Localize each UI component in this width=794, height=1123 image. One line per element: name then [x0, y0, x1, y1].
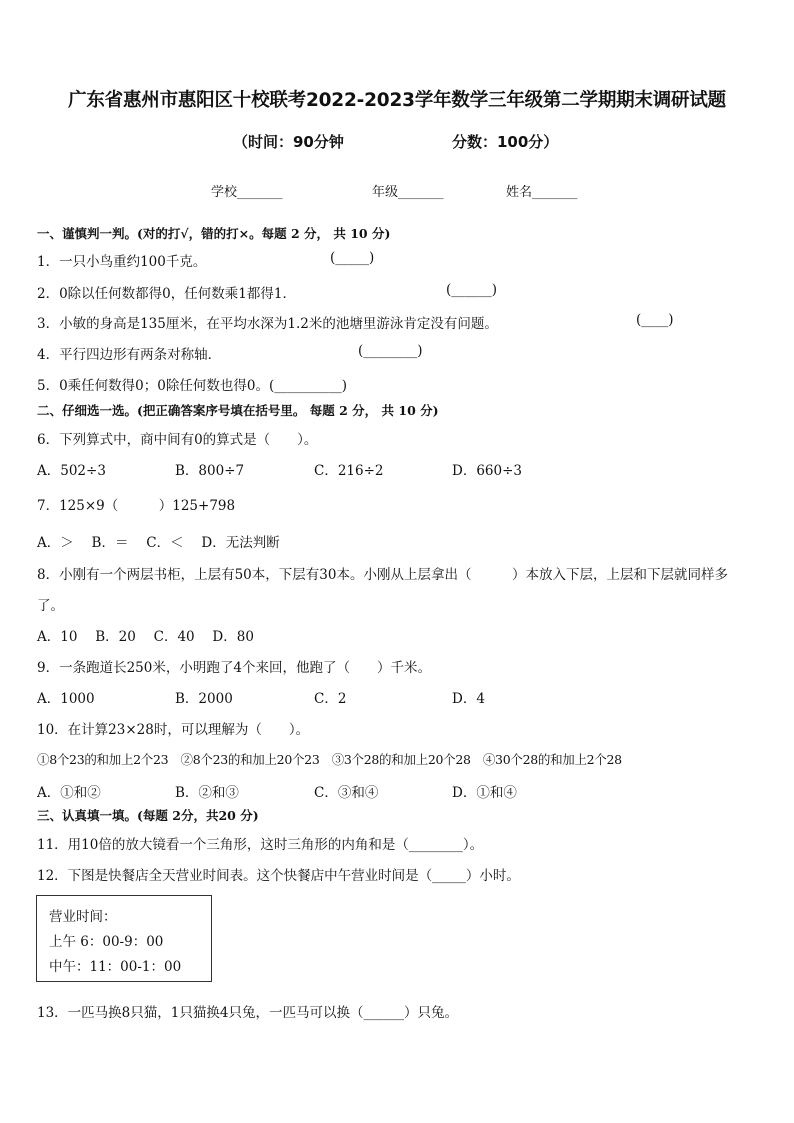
name-field[interactable]: 姓名_______	[506, 185, 578, 200]
question-10-items: ①8个23的和加上2个23 ②8个23的和加上20个23 ③3个28的和加上20个28 ④30个28的和加上2个28	[37, 752, 622, 767]
hours-heading: 营业时间：	[49, 909, 117, 925]
question-1: 1．一只小鸟重约100千克。	[37, 254, 207, 270]
school-field[interactable]: 学校_______	[211, 185, 283, 200]
question-4: 4．平行四边形有两条对称轴．	[37, 347, 222, 363]
option-10b[interactable]: B．②和③	[175, 785, 239, 801]
exam-title: 广东省惠州市惠阳区十校联考2022-2023学年数学三年级第二学期期末调研试题	[68, 90, 726, 111]
grade-field[interactable]: 年级_______	[372, 185, 444, 200]
section-3-heading: 三、认真填一填。(每题 2分，共20 分)	[37, 808, 259, 823]
question-5: 5．0乘任何数得0；0除任何数也得0。(__________)	[37, 378, 347, 394]
question-10: 10．在计算23×28时，可以理解为（ ）。	[37, 722, 310, 738]
business-hours-box	[36, 895, 212, 982]
answer-blank-4[interactable]: (________)	[358, 343, 423, 359]
question-9: 9．一条跑道长250米，小明跑了4个来回，他跑了（ ）千米。	[37, 660, 431, 676]
option-10a[interactable]: A．①和②	[37, 785, 101, 801]
question-8-line-2: 了。	[37, 598, 64, 614]
time-limit: （时间：90分钟	[233, 133, 344, 151]
option-6b[interactable]: B．800÷7	[175, 463, 245, 479]
option-6d[interactable]: D．660÷3	[452, 463, 522, 479]
hours-noon: 中午：11：00-1：00	[49, 959, 182, 975]
option-9d[interactable]: D．4	[452, 691, 485, 707]
option-10c[interactable]: C．③和④	[314, 785, 379, 801]
total-score: 分数：100分）	[452, 133, 559, 151]
option-10d[interactable]: D．①和④	[452, 785, 517, 801]
option-9c[interactable]: C．2	[314, 691, 347, 707]
option-9a[interactable]: A．1000	[37, 691, 95, 707]
answer-blank-3[interactable]: (____)	[636, 312, 674, 328]
section-2-heading: 二、仔细选一选。(把正确答案序号填在括号里。 每题 2 分， 共 10 分)	[37, 403, 439, 418]
hours-morning: 上午 6：00-9：00	[49, 934, 164, 950]
options-7[interactable]: A．＞ B．＝ C．＜ D．无法判断	[37, 535, 280, 551]
option-6a[interactable]: A．502÷3	[37, 463, 106, 479]
question-8-line-1: 8．小刚有一个两层书柜，上层有50本，下层有30本。小刚从上层拿出（ ）本放入下层，上层和下层就同样多	[37, 567, 728, 583]
options-8[interactable]: A．10 B．20 C．40 D．80	[37, 629, 254, 645]
option-6c[interactable]: C．216÷2	[314, 463, 384, 479]
question-7: 7．125×9（ ）125+798	[37, 498, 236, 514]
option-9b[interactable]: B．2000	[175, 691, 233, 707]
question-13: 13．一匹马换8只猫，1只猫换4只兔，一匹马可以换（______）只兔。	[37, 1005, 458, 1021]
section-1-heading: 一、谨慎判一判。(对的打√，错的打×。每题 2 分， 共 10 分)	[37, 226, 391, 241]
question-2: 2．0除以任何数都得0，任何数乘1都得1．	[37, 286, 296, 302]
answer-blank-1[interactable]: (_____)	[330, 250, 375, 266]
question-6: 6．下列算式中，商中间有0的算式是（ ）。	[37, 432, 318, 448]
question-11: 11．用10倍的放大镜看一个三角形，这时三角形的内角和是（________）。	[37, 837, 484, 853]
question-3: 3．小敏的身高是135厘米，在平均水深为1.2米的池塘里游泳肯定没有问题。	[37, 316, 498, 332]
answer-blank-2[interactable]: (______)	[446, 282, 498, 298]
question-12: 12．下图是快餐店全天营业时间表。这个快餐店中午营业时间是（_____）小时。	[37, 868, 520, 884]
